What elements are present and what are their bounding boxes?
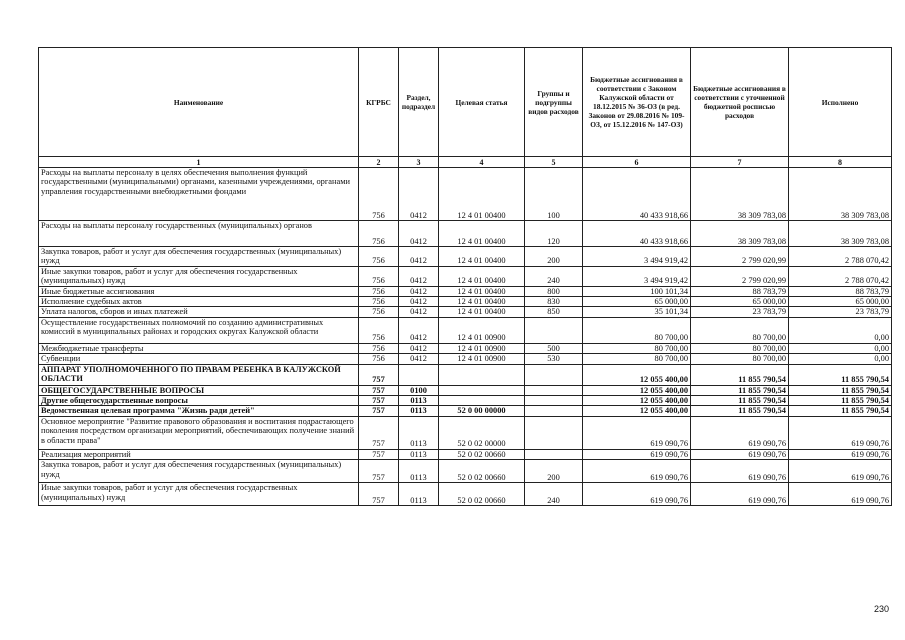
col-number: 5	[525, 157, 583, 168]
cell-target: 12 4 01 00400	[439, 168, 525, 221]
cell-section: 0412	[399, 221, 439, 247]
cell-law: 65 000,00	[583, 297, 691, 307]
cell-group	[525, 416, 583, 449]
cell-refined: 38 309 783,08	[691, 221, 789, 247]
col-law-header: Бюджетные ассигнования в соответствии с Законом Калужской области от 18.12.2015 № 36-ОЗ (в ред. Законов от 29.08.2016 № 109-ОЗ, от 15.12.2016 № 147-ОЗ)	[583, 48, 691, 157]
cell-section: 0412	[399, 266, 439, 286]
cell-target: 52 0 02 00000	[439, 416, 525, 449]
table-row	[39, 266, 892, 286]
cell-executed: 11 855 790,54	[789, 364, 892, 385]
col-number: 3	[399, 157, 439, 168]
cell-refined: 80 700,00	[691, 317, 789, 343]
cell-kgrbs: 756	[359, 343, 399, 353]
cell-kgrbs: 757	[359, 483, 399, 506]
col-number: 8	[789, 157, 892, 168]
cell-kgrbs: 756	[359, 354, 399, 364]
cell-group: 200	[525, 460, 583, 483]
cell-refined: 619 090,76	[691, 483, 789, 506]
cell-name: Закупка товаров, работ и услуг для обеспечения государственных (муниципальных) нужд	[39, 247, 359, 267]
cell-name: Другие общегосударственные вопросы	[39, 396, 359, 406]
cell-name: Иные закупки товаров, работ и услуг для обеспечения государственных (муниципальных) нужд	[39, 483, 359, 506]
cell-executed: 38 309 783,08	[789, 221, 892, 247]
cell-section: 0113	[399, 416, 439, 449]
cell-kgrbs: 757	[359, 396, 399, 406]
table-row	[39, 307, 892, 317]
cell-name: Осуществление государственных полномочий по созданию административных комиссий в муниципальных районах и городских округах Калужской области	[39, 317, 359, 343]
cell-refined: 619 090,76	[691, 460, 789, 483]
cell-name: Расходы на выплаты персоналу государственных (муниципальных) органов	[39, 221, 359, 247]
col-refined-header: Бюджетные ассигнования в соответствии с уточненной бюджетной росписью расходов	[691, 48, 789, 157]
table-row	[39, 483, 892, 506]
cell-executed: 38 309 783,08	[789, 168, 892, 221]
cell-name: Расходы на выплаты персоналу в целях обеспечения выполнения функций государственными (муниципальными) органами, казенными учреждениями, органами управления государственными внебюджетными фондами	[39, 168, 359, 221]
cell-law: 619 090,76	[583, 460, 691, 483]
cell-executed: 619 090,76	[789, 416, 892, 449]
table-row	[39, 416, 892, 449]
cell-law: 80 700,00	[583, 343, 691, 353]
cell-executed: 65 000,00	[789, 297, 892, 307]
cell-name: Иные бюджетные ассигнования	[39, 286, 359, 296]
cell-kgrbs: 757	[359, 406, 399, 416]
cell-target: 12 4 01 00400	[439, 297, 525, 307]
cell-group	[525, 317, 583, 343]
cell-section: 0113	[399, 449, 439, 459]
cell-law: 12 055 400,00	[583, 406, 691, 416]
cell-name: Субвенции	[39, 354, 359, 364]
cell-kgrbs: 756	[359, 286, 399, 296]
cell-executed: 11 855 790,54	[789, 385, 892, 395]
cell-group: 800	[525, 286, 583, 296]
cell-executed: 11 855 790,54	[789, 406, 892, 416]
cell-law: 80 700,00	[583, 354, 691, 364]
cell-refined: 2 799 020,99	[691, 247, 789, 267]
cell-section: 0412	[399, 247, 439, 267]
cell-target: 12 4 01 00900	[439, 343, 525, 353]
cell-law: 12 055 400,00	[583, 364, 691, 385]
cell-refined: 38 309 783,08	[691, 168, 789, 221]
cell-target: 12 4 01 00900	[439, 317, 525, 343]
table-row	[39, 168, 892, 221]
cell-refined: 88 783,79	[691, 286, 789, 296]
cell-name: Реализация мероприятий	[39, 449, 359, 459]
cell-group: 530	[525, 354, 583, 364]
cell-target: 12 4 01 00400	[439, 221, 525, 247]
table-row	[39, 221, 892, 247]
cell-target	[439, 364, 525, 385]
cell-executed: 23 783,79	[789, 307, 892, 317]
col-number: 2	[359, 157, 399, 168]
cell-law: 35 101,34	[583, 307, 691, 317]
cell-group	[525, 406, 583, 416]
cell-group: 240	[525, 483, 583, 506]
cell-target: 52 0 02 00660	[439, 449, 525, 459]
cell-law: 40 433 918,66	[583, 221, 691, 247]
cell-group	[525, 396, 583, 406]
cell-refined: 23 783,79	[691, 307, 789, 317]
cell-kgrbs: 756	[359, 307, 399, 317]
cell-group: 500	[525, 343, 583, 353]
cell-section: 0412	[399, 343, 439, 353]
cell-section: 0412	[399, 307, 439, 317]
cell-section: 0113	[399, 406, 439, 416]
cell-target: 12 4 01 00400	[439, 247, 525, 267]
col-number: 7	[691, 157, 789, 168]
cell-kgrbs: 756	[359, 247, 399, 267]
cell-name: АППАРАТ УПОЛНОМОЧЕННОГО ПО ПРАВАМ РЕБЕНКА В КАЛУЖСКОЙ ОБЛАСТИ	[39, 364, 359, 385]
cell-group: 850	[525, 307, 583, 317]
cell-group: 830	[525, 297, 583, 307]
table-row	[39, 343, 892, 353]
cell-kgrbs: 757	[359, 460, 399, 483]
table-row	[39, 364, 892, 385]
cell-executed: 2 788 070,42	[789, 266, 892, 286]
table-row	[39, 297, 892, 307]
cell-executed: 0,00	[789, 317, 892, 343]
cell-law: 40 433 918,66	[583, 168, 691, 221]
cell-refined: 80 700,00	[691, 343, 789, 353]
cell-target: 52 0 02 00660	[439, 460, 525, 483]
cell-executed: 0,00	[789, 343, 892, 353]
cell-target: 12 4 01 00900	[439, 354, 525, 364]
col-name-header: Наименование	[39, 48, 359, 157]
cell-refined: 2 799 020,99	[691, 266, 789, 286]
table-row	[39, 385, 892, 395]
cell-executed: 2 788 070,42	[789, 247, 892, 267]
cell-law: 619 090,76	[583, 449, 691, 459]
cell-law: 12 055 400,00	[583, 396, 691, 406]
cell-name: Основное мероприятие "Развитие правового образования и воспитания подрастающего поколения посредством организации мероприятий, обеспечивающих получение знаний в области права"	[39, 416, 359, 449]
table-row	[39, 396, 892, 406]
cell-section: 0412	[399, 354, 439, 364]
cell-executed: 0,00	[789, 354, 892, 364]
cell-law: 3 494 919,42	[583, 266, 691, 286]
cell-target	[439, 396, 525, 406]
cell-law: 80 700,00	[583, 317, 691, 343]
cell-group	[525, 364, 583, 385]
cell-name: ОБЩЕГОСУДАРСТВЕННЫЕ ВОПРОСЫ	[39, 385, 359, 395]
cell-group	[525, 449, 583, 459]
cell-section: 0412	[399, 317, 439, 343]
cell-group: 120	[525, 221, 583, 247]
cell-kgrbs: 756	[359, 168, 399, 221]
cell-kgrbs: 757	[359, 385, 399, 395]
col-number: 6	[583, 157, 691, 168]
cell-kgrbs: 756	[359, 317, 399, 343]
cell-law: 619 090,76	[583, 416, 691, 449]
cell-refined: 619 090,76	[691, 416, 789, 449]
table-row	[39, 406, 892, 416]
cell-executed: 619 090,76	[789, 483, 892, 506]
budget-table	[38, 47, 892, 506]
cell-kgrbs: 757	[359, 416, 399, 449]
cell-executed: 619 090,76	[789, 460, 892, 483]
cell-refined: 65 000,00	[691, 297, 789, 307]
cell-section: 0113	[399, 483, 439, 506]
table-row	[39, 460, 892, 483]
cell-target: 52 0 02 00660	[439, 483, 525, 506]
table-row	[39, 449, 892, 459]
cell-group: 100	[525, 168, 583, 221]
cell-section: 0113	[399, 460, 439, 483]
col-executed-header: Исполнено	[789, 48, 892, 157]
page-number: 230	[873, 604, 889, 614]
col-number: 1	[39, 157, 359, 168]
cell-group: 240	[525, 266, 583, 286]
cell-refined: 11 855 790,54	[691, 385, 789, 395]
table-row	[39, 247, 892, 267]
cell-section: 0113	[399, 396, 439, 406]
col-kgrbs-header: КГРБС	[359, 48, 399, 157]
cell-kgrbs: 756	[359, 266, 399, 286]
cell-section: 0412	[399, 168, 439, 221]
table-row	[39, 286, 892, 296]
cell-law: 3 494 919,42	[583, 247, 691, 267]
cell-name: Закупка товаров, работ и услуг для обеспечения государственных (муниципальных) нужд	[39, 460, 359, 483]
cell-target	[439, 385, 525, 395]
cell-section	[399, 364, 439, 385]
table-row	[39, 354, 892, 364]
cell-section: 0100	[399, 385, 439, 395]
cell-refined: 11 855 790,54	[691, 406, 789, 416]
cell-group: 200	[525, 247, 583, 267]
cell-section: 0412	[399, 297, 439, 307]
col-number: 4	[439, 157, 525, 168]
cell-refined: 619 090,76	[691, 449, 789, 459]
cell-section: 0412	[399, 286, 439, 296]
cell-kgrbs: 757	[359, 364, 399, 385]
cell-executed: 11 855 790,54	[789, 396, 892, 406]
col-target-header: Целевая статья	[439, 48, 525, 157]
cell-refined: 80 700,00	[691, 354, 789, 364]
cell-executed: 619 090,76	[789, 449, 892, 459]
cell-name: Исполнение судебных актов	[39, 297, 359, 307]
cell-target: 12 4 01 00400	[439, 266, 525, 286]
cell-law: 100 101,34	[583, 286, 691, 296]
col-groups-header: Группы и подгруппы видов расходов	[525, 48, 583, 157]
cell-target: 52 0 00 00000	[439, 406, 525, 416]
cell-law: 12 055 400,00	[583, 385, 691, 395]
cell-name: Ведомственная целевая программа "Жизнь ради детей"	[39, 406, 359, 416]
cell-law: 619 090,76	[583, 483, 691, 506]
col-section-header: Раздел, подраздел	[399, 48, 439, 157]
cell-kgrbs: 756	[359, 297, 399, 307]
column-numbers-row	[39, 157, 892, 168]
header-row	[39, 48, 892, 157]
cell-target: 12 4 01 00400	[439, 286, 525, 296]
cell-name: Межбюджетные трансферты	[39, 343, 359, 353]
cell-group	[525, 385, 583, 395]
cell-kgrbs: 756	[359, 221, 399, 247]
table-row	[39, 317, 892, 343]
cell-refined: 11 855 790,54	[691, 396, 789, 406]
cell-name: Иные закупки товаров, работ и услуг для обеспечения государственных (муниципальных) нужд	[39, 266, 359, 286]
cell-name: Уплата налогов, сборов и иных платежей	[39, 307, 359, 317]
cell-refined: 11 855 790,54	[691, 364, 789, 385]
cell-target: 12 4 01 00400	[439, 307, 525, 317]
cell-executed: 88 783,79	[789, 286, 892, 296]
cell-kgrbs: 757	[359, 449, 399, 459]
